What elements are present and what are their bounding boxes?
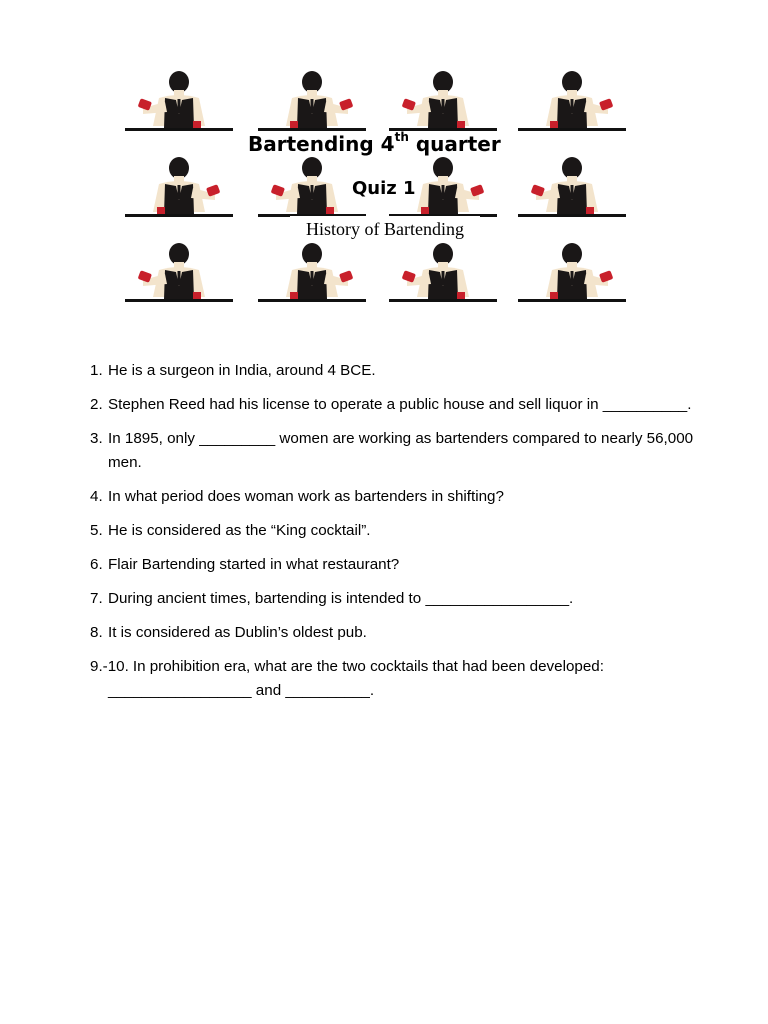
question-item: [90, 485, 730, 509]
question-item: [90, 359, 730, 383]
bartender-figure: [125, 243, 233, 302]
question-text: It is considered as Dublin’s oldest pub.: [108, 624, 367, 641]
bartender-figure: [389, 243, 497, 302]
bartender-figure: [258, 71, 366, 131]
bartender-figure: [518, 243, 626, 302]
question-text: In what period does woman work as bartenders in shifting?: [108, 488, 504, 505]
page-title: [248, 132, 501, 156]
question-item: [90, 587, 730, 611]
question-number: 1.: [90, 362, 103, 379]
question-item: [90, 427, 730, 475]
bartender-figure: [125, 71, 233, 131]
question-text: He is a surgeon in India, around 4 BCE.: [108, 362, 376, 379]
bartender-figure: [389, 71, 497, 131]
bartender-figure: [258, 243, 366, 302]
section-heading: History of Bartending: [290, 216, 480, 242]
bartender-figure: [518, 157, 626, 217]
question-text: Stephen Reed had his license to operate a public house and sell liquor in __________.: [108, 396, 692, 413]
question-item: [90, 621, 730, 645]
question-text: In 1895, only _________ women are working as bartenders compared to nearly 56,000 men.: [108, 430, 694, 471]
question-item: [90, 393, 730, 417]
question-text: During ancient times, bartending is intended to _________________.: [108, 590, 574, 607]
question-item: [90, 655, 730, 703]
question-number: 6.: [90, 556, 103, 573]
question-text: In prohibition era, what are the two cocktails that had been developed:: [132, 658, 604, 675]
question-item: [90, 553, 730, 577]
question-number: 8.: [90, 624, 103, 641]
question-number: 9.-10.: [90, 658, 129, 675]
question-list: [90, 359, 730, 713]
question-number: 3.: [90, 430, 103, 447]
question-answer-blanks: _________________ and __________.: [108, 682, 375, 699]
title-end: quarter: [408, 132, 501, 156]
quiz-subtitle: Quiz 1: [352, 178, 416, 199]
title-superscript: th: [394, 130, 409, 145]
question-item: [90, 519, 730, 543]
bartender-figure: [518, 71, 626, 131]
question-text: He is considered as the “King cocktail”.: [108, 522, 371, 539]
question-number: 4.: [90, 488, 103, 505]
question-number: 5.: [90, 522, 103, 539]
question-number: 2.: [90, 396, 103, 413]
bartender-figure: [125, 157, 233, 217]
title-main: Bartending 4: [248, 132, 395, 156]
question-number: 7.: [90, 590, 103, 607]
question-text: Flair Bartending started in what restaurant?: [108, 556, 400, 573]
